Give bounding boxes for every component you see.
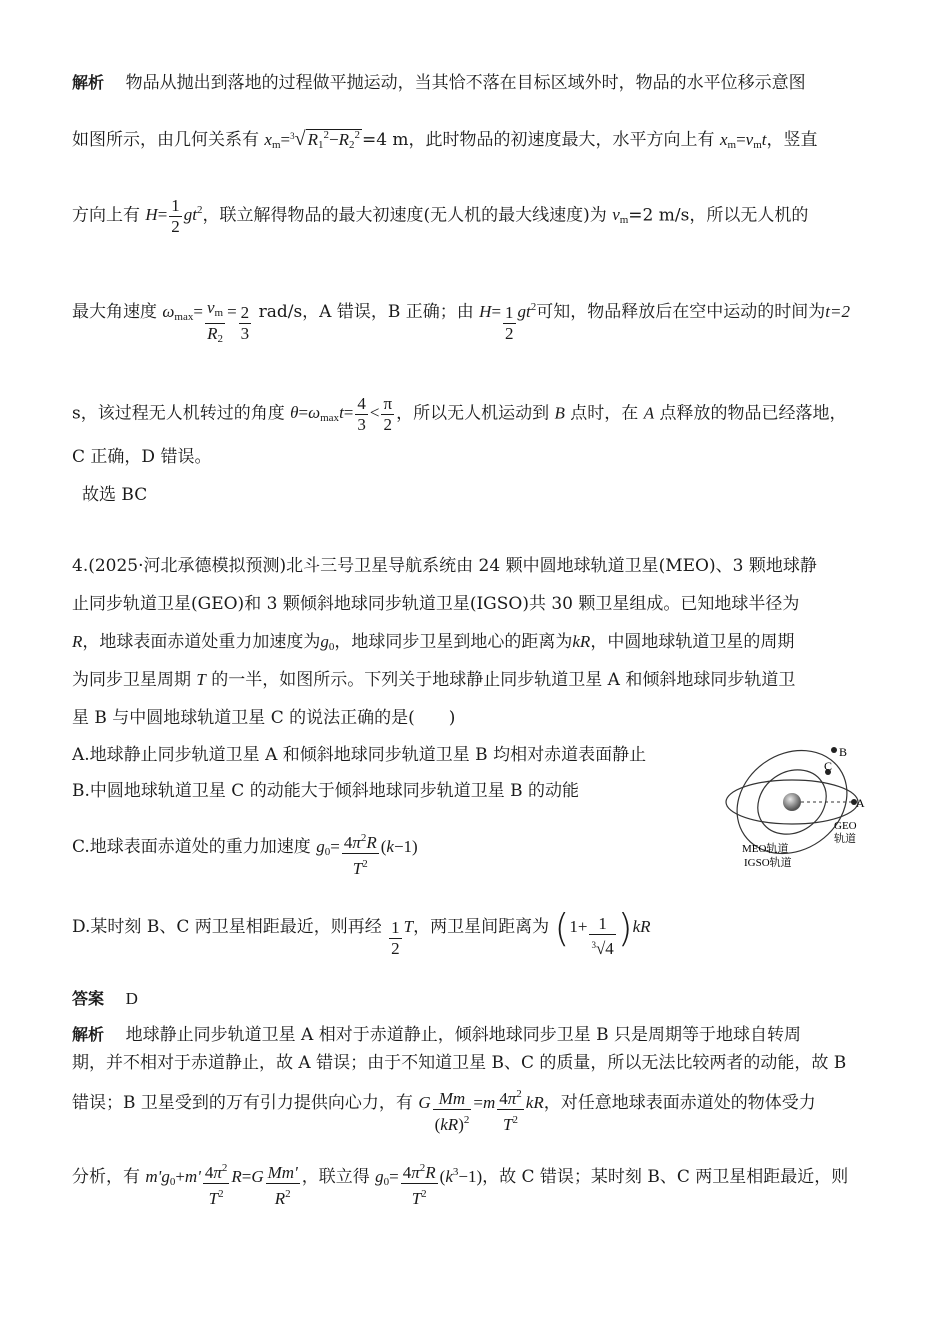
- text: s，该过程无人机转过的角度: [72, 403, 285, 424]
- text: B: [554, 403, 565, 423]
- text: ，中圆地球轨道卫星的周期: [590, 632, 795, 652]
- geo-label-2: 轨道: [834, 833, 856, 845]
- analysis2-line-1: [72, 1024, 801, 1046]
- text: 如图所示，由几何关系有: [72, 130, 259, 150]
- earth-icon: [783, 793, 801, 811]
- analysis-conclusion: 故选 BC: [82, 485, 148, 505]
- answer-label: 答案: [72, 989, 105, 1008]
- formula-gravity: G $\frac{Mm}{(kR)^2}$ =m $\frac{4\pi^2}{T^2}$ kR: [418, 1093, 543, 1112]
- text: 为同步卫星周期: [72, 670, 191, 690]
- label-c: C: [824, 759, 833, 773]
- analysis-label: 解析: [72, 73, 105, 92]
- text: 分析，有: [72, 1167, 140, 1187]
- formula-omega: $\omega_{max}=$ $\frac{v_m}{R_2}$ = $\frac{2}{3}$: [162, 298, 250, 345]
- text: A: [643, 403, 655, 423]
- option-a: A.地球静止同步轨道卫星 A 和倾斜地球同步轨道卫星 B 均相对赤道表面静止: [72, 745, 647, 765]
- answer-value: D: [125, 989, 138, 1008]
- question-line-1: 4.(2025·河北承德模拟预测)北斗三号卫星导航系统由 24 颗中圆地球轨道卫星(MEO)、3 颗地球静: [72, 556, 817, 576]
- formula-half-T: $\frac{1}{2}$ T: [391, 917, 414, 958]
- text: 的一半，如图所示。下列关于地球静止同步轨道卫星 A 和倾斜地球同步轨道卫: [211, 670, 796, 690]
- formula-option-c: $g_0=$ $\frac{4\pi^2R}{T^2}$ (k−1): [316, 837, 417, 856]
- meo-label: MEO轨道: [742, 843, 789, 855]
- analysis-line-4: [72, 296, 850, 349]
- analysis2-label: 解析: [72, 1025, 105, 1044]
- text: ，联立解得物品的最大初速度(无人机的最大线速度)为: [202, 205, 607, 226]
- formula-vm: $v_m$: [612, 205, 629, 227]
- option-c: [72, 828, 418, 879]
- option-d: [72, 906, 651, 959]
- text: ，联立得: [301, 1167, 370, 1187]
- text: 错误；B 卫星受到的万有引力提供向心力，有: [72, 1093, 413, 1113]
- question-line-2: 止同步轨道卫星(GEO)和 3 颗倾斜地球同步轨道卫星(IGSO)共 30 颗卫星组成。已知地球半径为: [72, 594, 800, 614]
- analysis-line-3: [72, 196, 808, 237]
- text: =2 m/s，所以无人机的: [628, 205, 809, 226]
- formula-result: $g_0=$ $\frac{4\pi^2R}{T^2}$ $(k^3-1)$: [375, 1167, 482, 1186]
- geo-label-1: GEO: [834, 820, 857, 832]
- text: 物品从抛出到落地的过程做平抛运动，当其恰不落在目标区域外时，物品的水平位移示意图: [125, 73, 806, 93]
- text: ，地球表面赤道处重力加速度为: [82, 632, 321, 652]
- text: rad/s，A 错误，B 正确；由: [258, 302, 474, 322]
- text: ，地球同步卫星到地心的距离为: [334, 632, 573, 652]
- text: 最大角速度: [72, 302, 157, 322]
- text: 地球静止同步轨道卫星 A 相对于赤道静止，倾斜地球同步卫星 B 只是周期等于地球自转周: [125, 1025, 802, 1045]
- igso-label: IGSO轨道: [744, 857, 792, 869]
- formula-surface: $m'g_0+m'$ $\frac{4\pi^2}{T^2}$ R=G $\frac{Mm'}{R^2}$: [145, 1167, 301, 1186]
- formula-distance: (1+ $\frac{1}{^3√4}$ )kR: [554, 906, 651, 958]
- question-line-4: [72, 669, 795, 691]
- text: ，故 C 错误；某时刻 B、C 两卫星相距最近，则: [482, 1167, 849, 1187]
- text: ，对任意地球表面赤道处的物体受力: [543, 1093, 816, 1113]
- formula-xm-vt: $x_m=v_mt$: [719, 130, 767, 151]
- text: ，两卫星间距离为: [413, 917, 550, 937]
- formula-xm: $x_m=^3√$ $R_1^2-R_2^2$: [264, 128, 360, 151]
- analysis-line-2: [72, 124, 818, 156]
- label-b: B: [839, 745, 848, 759]
- formula-H: H= $\frac{1}{2}$ $gt^2$: [145, 196, 203, 236]
- formula-theta: $\theta=\omega_{max}t=$ $\frac{4}{3}$ < $\frac{\pi}{2}$: [290, 394, 393, 434]
- text: C.地球表面赤道处的重力加速度: [72, 837, 311, 857]
- option-b: B.中圆地球轨道卫星 C 的动能大于倾斜地球同步轨道卫星 B 的动能: [72, 781, 580, 801]
- analysis2-line-2: 期，并不相对于赤道静止，故 A 错误；由于不知道卫星 B、C 的质量，所以无法比较两者的动能，故 B: [72, 1053, 847, 1073]
- analysis2-line-4: [72, 1158, 848, 1209]
- satellite-b-icon: [831, 747, 837, 753]
- analysis-line-1: [72, 72, 806, 94]
- text: 点时，在: [570, 403, 639, 424]
- analysis-line-6: C 正确，D 错误。: [72, 447, 212, 467]
- text: ，竖直: [766, 130, 818, 150]
- answer-line: [72, 988, 138, 1010]
- text: R: [72, 632, 83, 651]
- label-a: A: [856, 796, 865, 810]
- text: t=2: [825, 302, 850, 321]
- orbit-diagram: [722, 738, 882, 878]
- text: 点释放的物品已经落地，: [659, 403, 847, 424]
- text: 方向上有: [72, 205, 140, 226]
- analysis-line-5: [72, 394, 846, 435]
- text: kR: [572, 632, 591, 651]
- question-line-5: 星 B 与中圆地球轨道卫星 C 的说法正确的是( ): [72, 708, 456, 728]
- text: T: [196, 670, 206, 689]
- analysis2-line-3: [72, 1084, 816, 1135]
- text: ，所以无人机运动到: [396, 403, 550, 424]
- text: 可知，物品释放后在空中运动的时间为: [536, 302, 826, 322]
- text: =4 m，此时物品的初速度最大，水平方向上有: [361, 130, 715, 150]
- text: D.某时刻 B、C 两卫星相距最近，则再经: [72, 917, 382, 937]
- formula-g0: $g_0$: [320, 632, 335, 653]
- formula-H2: H= $\frac{1}{2}$ $gt^2$: [479, 301, 537, 343]
- question-line-3: [72, 631, 794, 658]
